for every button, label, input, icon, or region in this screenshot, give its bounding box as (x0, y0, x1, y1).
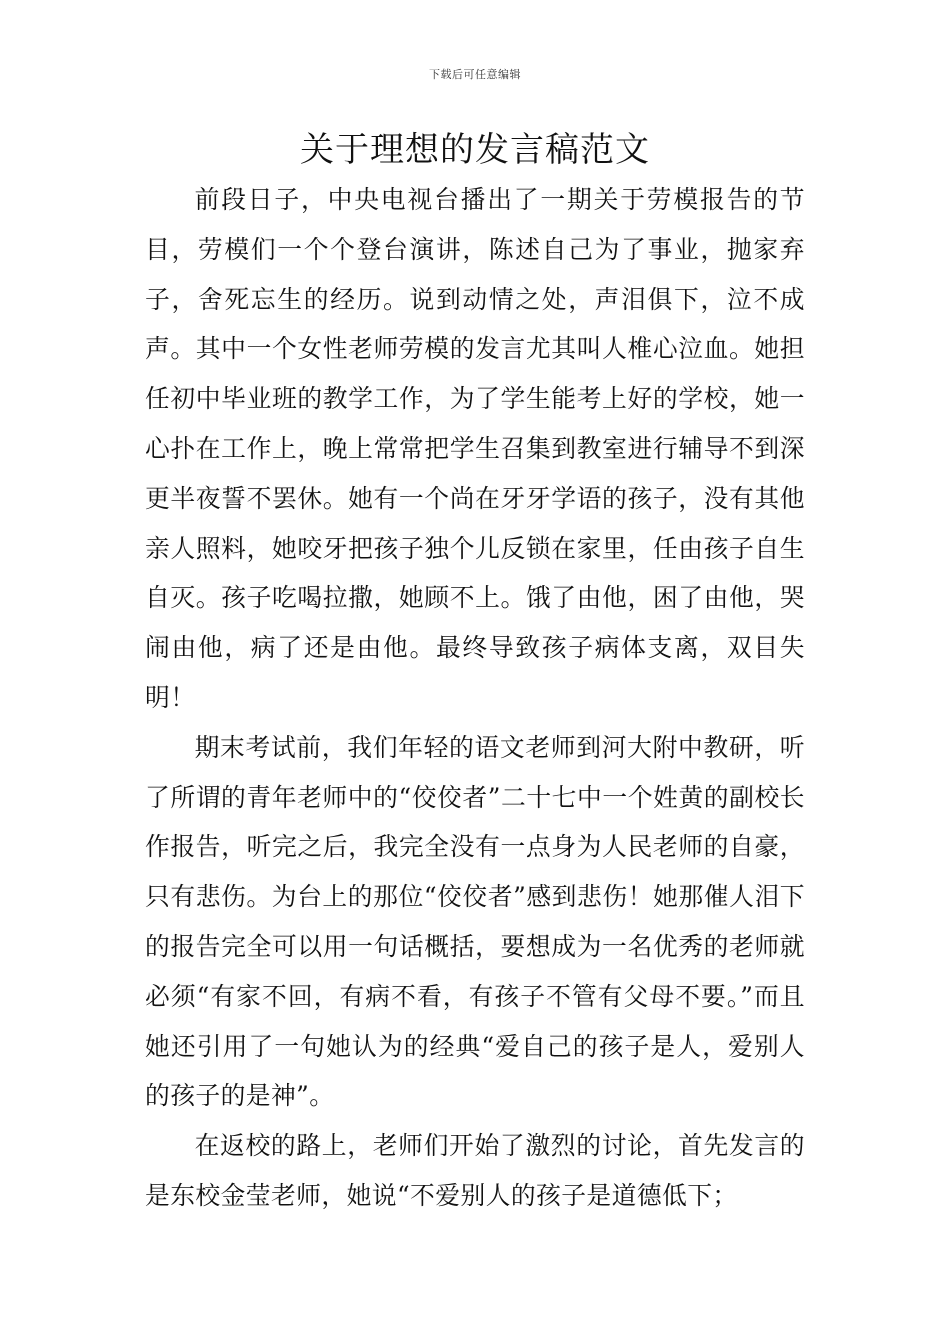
document-title: 关于理想的发言稿范文 (300, 130, 650, 170)
document-body (145, 175, 805, 1221)
paragraph-2: 期末考试前，我们年轻的语文老师到河大附中教研，听了所谓的青年老师中的“佼佼者”二十七中一个姓黄的副校长作报告，听完之后，我完全没有一点身为人民老师的自豪，只有悲伤。为台上的那位“佼佼者”感到悲伤！她那催人泪下的报告完全可以用一句话概括，要想成为一名优秀的老师就必须“有家不回，有病不看，有孩子不管有父母不要。”而且她还引用了一句她认为的经典“爱自己的孩子是人，爱别人的孩子的是神”。 (145, 732, 805, 1111)
paragraph-3: 在返校的路上，老师们开始了激烈的讨论，首先发言的是东校金莹老师，她说“不爱别人的孩子是道德低下； (145, 1131, 805, 1210)
paragraph-1: 前段日子，中央电视台播出了一期关于劳模报告的节目，劳模们一个个登台演讲，陈述自己为了事业，抛家弃子，舍死忘生的经历。说到动情之处，声泪俱下，泣不成声。其中一个女性老师劳模的发言尤其叫人椎心泣血。她担任初中毕业班的教学工作，为了学生能考上好的学校，她一心扑在工作上，晚上常常把学生召集到教室进行辅导不到深更半夜誓不罢休。她有一个尚在牙牙学语的孩子，没有其他亲人照料，她咬牙把孩子独个儿反锁在家里，任由孩子自生自灭。孩子吃喝拉撒，她顾不上。饿了由他，困了由他，哭闹由他，病了还是由他。最终导致孩子病体支离，双目失明！ (145, 185, 805, 712)
header-note: 下载后可任意编辑 (429, 68, 521, 81)
